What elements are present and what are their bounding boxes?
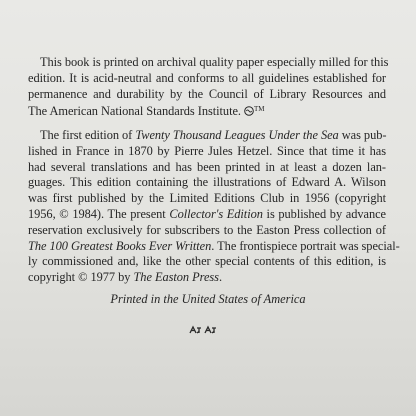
history-text: was pub-	[338, 128, 387, 142]
notice-line: permanence and durability by the Council of Library Resources and	[28, 86, 386, 101]
history-line: was first published by the Limited Editions Club in 1956 (copyright	[28, 191, 386, 206]
notice-line-last	[28, 102, 386, 120]
paper-permanence-circle-icon	[244, 106, 254, 116]
history-line: reservation exclusively for subscribers to the Easton Press collection of	[28, 222, 386, 237]
history-text: . The frontispiece portrait was special-	[211, 238, 400, 253]
history-text: .	[218, 270, 223, 285]
history-text: copyright © 1977 by	[28, 270, 134, 285]
trademark-mark: TM	[254, 105, 265, 114]
book-title-italic: Twenty Thousand Leagues Under the Sea	[135, 128, 339, 142]
edition-history-paragraph	[28, 128, 400, 286]
printed-in-notice: Printed in the United States of America	[110, 292, 306, 306]
collection-title-italic: The 100 Greatest Books Ever Written	[28, 238, 212, 253]
publisher-name-italic: The Easton Press	[133, 270, 219, 285]
history-line: guages. This edition containing the illustrations of Edward A. Wilson	[28, 175, 386, 190]
history-line: lished in France in 1870 by Pierre Jules Hetzel. Since that time it has	[28, 143, 386, 158]
history-line	[28, 238, 400, 255]
history-line: had several translations and has been printed in at least a dozen lan-	[28, 159, 386, 174]
edition-title-italic: Collector's Edition	[169, 206, 263, 221]
history-text: The first edition of	[40, 128, 136, 142]
history-text: 1956, © 1984). The present	[28, 206, 170, 221]
notice-line: edition. It is acid-neutral and conforms to all guidelines established for	[28, 70, 386, 85]
history-line: ly commissioned and, like the other special contents of this edition, is	[28, 254, 386, 269]
history-text: is published by advance	[262, 206, 386, 221]
notice-line: The American National Standards Institute.	[28, 104, 241, 119]
printer-ornament-icon	[189, 325, 219, 335]
notice-line: This book is printed on archival quality paper especially milled for this	[40, 55, 389, 69]
history-line	[28, 207, 386, 223]
history-line	[28, 270, 386, 286]
history-line	[28, 128, 386, 144]
archival-paper-notice	[28, 55, 389, 120]
